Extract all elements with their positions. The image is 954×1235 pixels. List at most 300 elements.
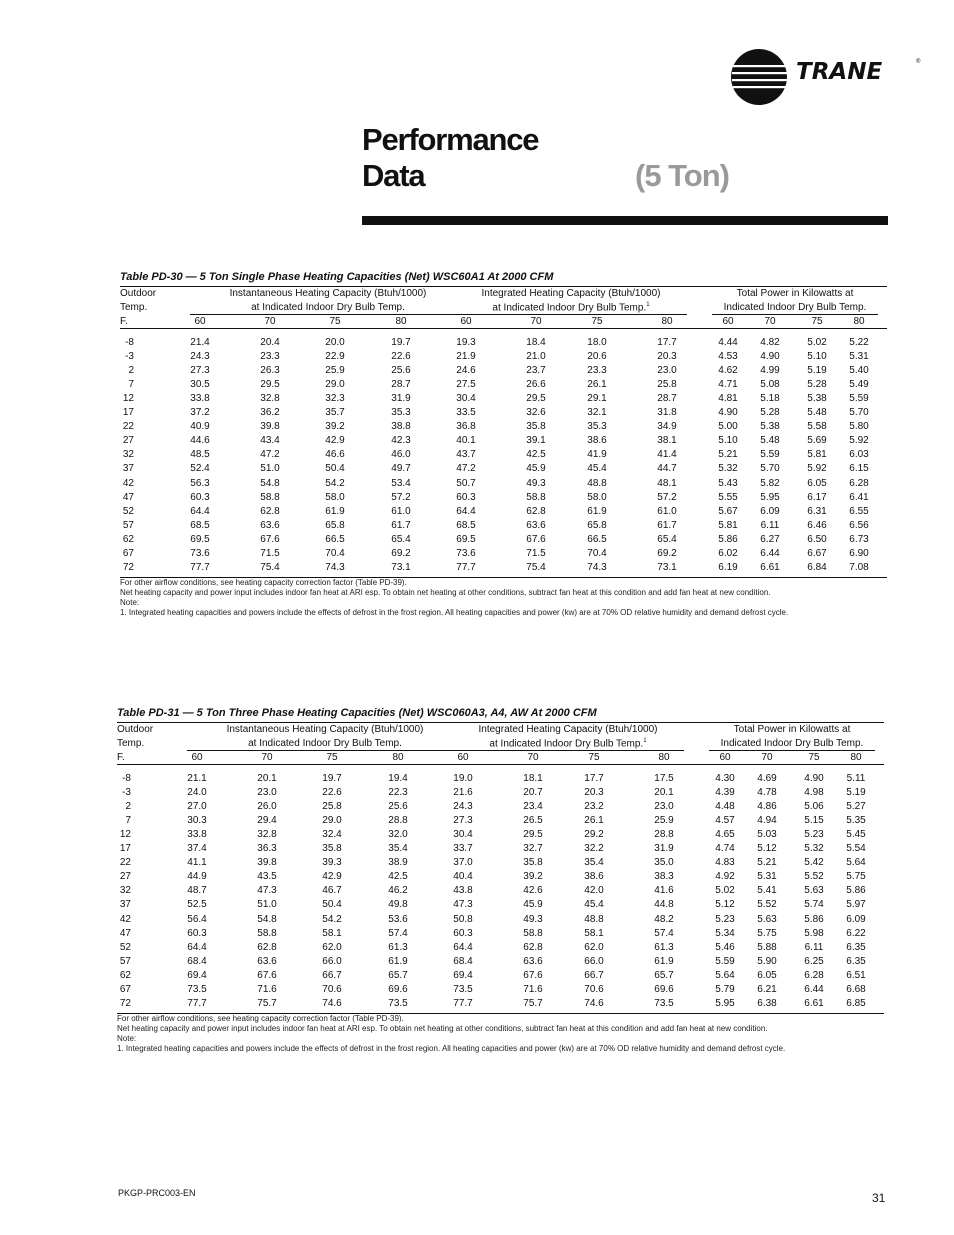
table-cell: 5.59 xyxy=(760,449,780,461)
table-cell: 21.1 xyxy=(187,773,207,784)
outdoor-temp-value: 47 xyxy=(122,491,134,503)
table-cell: 19.7 xyxy=(322,773,342,784)
table-cell: 20.6 xyxy=(587,351,607,363)
dry-bulb-temp-header: 60 xyxy=(194,316,206,327)
table-cell: 5.32 xyxy=(718,463,738,475)
table-cell: 45.4 xyxy=(587,463,607,475)
table-cell: 23.0 xyxy=(657,365,677,377)
table-cell: 18.1 xyxy=(523,773,543,784)
table-cell: 38.8 xyxy=(391,421,411,433)
table-cell: 64.4 xyxy=(187,941,207,953)
table-cell: 71.6 xyxy=(523,983,543,995)
table-cell: 5.21 xyxy=(757,857,777,869)
table-cell: 5.86 xyxy=(718,533,738,545)
table-cell: 5.49 xyxy=(849,379,869,391)
table-cell: 69.2 xyxy=(391,547,411,559)
table-cell: 5.22 xyxy=(849,337,869,348)
table-cell: 5.59 xyxy=(715,955,735,967)
table-cell: 42.0 xyxy=(584,885,604,897)
table-cell: 42.9 xyxy=(325,435,345,447)
table-cell: 54.8 xyxy=(260,477,280,489)
table-cell: 61.9 xyxy=(587,505,607,517)
table-cell: 4.94 xyxy=(757,815,777,827)
trane-wordmark: TRANE xyxy=(796,59,883,85)
table-cell: 5.86 xyxy=(804,913,824,925)
table-cell: 65.8 xyxy=(325,519,345,531)
table-cell: 62.8 xyxy=(257,941,277,953)
table-cell: 66.7 xyxy=(584,969,604,981)
table-cell: 5.98 xyxy=(804,927,824,939)
table-cell: 28.8 xyxy=(388,815,408,827)
table-cell: 6.02 xyxy=(718,547,738,559)
table-cell: 6.44 xyxy=(804,983,824,995)
table-cell: 5.21 xyxy=(718,449,738,461)
table-cell: 5.86 xyxy=(846,885,866,897)
table-cell: 33.5 xyxy=(456,407,476,419)
table-cell: 67.6 xyxy=(523,969,543,981)
table-cell: 5.27 xyxy=(846,801,866,813)
table-cell: 5.34 xyxy=(715,927,735,939)
table-cell: 5.41 xyxy=(757,885,777,897)
note-line: Net heating capacity and power input includes indoor fan heat at ARI esp. To obtain net heating at other conditions, subtract fan heat at this condition and add fan heat at new condition. xyxy=(120,587,771,597)
table-cell: 42.5 xyxy=(526,449,546,461)
table-cell: 32.7 xyxy=(523,843,543,855)
table-cell: 77.7 xyxy=(456,561,476,573)
table-cell: 42.5 xyxy=(388,871,408,883)
table-cell: 64.4 xyxy=(456,505,476,517)
table-cell: 48.1 xyxy=(657,477,677,489)
table-cell: 36.8 xyxy=(456,421,476,433)
table-cell: 47.2 xyxy=(456,463,476,475)
header-bottom-rule xyxy=(117,764,884,765)
table-cell: 17.5 xyxy=(654,773,674,784)
table-cell: 52.5 xyxy=(187,899,207,911)
table-cell: 4.65 xyxy=(715,829,735,841)
dry-bulb-temp-header: 70 xyxy=(261,752,273,763)
table-cell: 42.6 xyxy=(523,885,543,897)
table-cell: 62.0 xyxy=(584,941,604,953)
outdoor-temp-value: 57 xyxy=(119,955,131,967)
title-rule xyxy=(362,216,888,225)
table-cell: 5.45 xyxy=(846,829,866,841)
table-cell: 5.88 xyxy=(757,941,777,953)
column-group-header: Integrated Heating Capacity (Btuh/1000) xyxy=(478,724,658,735)
table-cell: 27.5 xyxy=(456,379,476,391)
table-cell: 17.7 xyxy=(657,337,677,348)
table-cell: 27.0 xyxy=(187,801,207,813)
table-cell: 6.38 xyxy=(757,997,777,1009)
table-cell: 6.44 xyxy=(760,547,780,559)
table-cell: 5.79 xyxy=(715,983,735,995)
title-line-1: Performance xyxy=(362,122,539,157)
table-cell: 26.6 xyxy=(526,379,546,391)
table-cell: 6.56 xyxy=(849,519,869,531)
outdoor-temp-value: 12 xyxy=(122,393,134,405)
table-cell: 5.42 xyxy=(804,857,824,869)
table-cell: 61.7 xyxy=(657,519,677,531)
table-cell: 35.3 xyxy=(391,407,411,419)
table-cell: 4.48 xyxy=(715,801,735,813)
table-cell: 5.81 xyxy=(718,519,738,531)
table-cell: 74.6 xyxy=(322,997,342,1009)
table-cell: 4.83 xyxy=(715,857,735,869)
table-cell: 4.90 xyxy=(718,407,738,419)
table-cell: 53.4 xyxy=(391,477,411,489)
table-cell: 19.4 xyxy=(388,773,408,784)
table-cell: 6.22 xyxy=(846,927,866,939)
table-cell: 20.3 xyxy=(657,351,677,363)
table-cell: 58.8 xyxy=(523,927,543,939)
table-cell: 31.9 xyxy=(391,393,411,405)
outdoor-temp-value: -3 xyxy=(125,351,134,363)
table-cell: 68.4 xyxy=(453,955,473,967)
table-cell: 41.9 xyxy=(587,449,607,461)
column-group-header: Instantaneous Heating Capacity (Btuh/1000) xyxy=(229,288,427,299)
table-cell: 73.1 xyxy=(657,561,677,573)
table-cell: 66.5 xyxy=(587,533,607,545)
table-cell: 6.73 xyxy=(849,533,869,545)
table-cell: 4.86 xyxy=(757,801,777,813)
table-cell: 45.4 xyxy=(584,899,604,911)
table-cell: 58.0 xyxy=(325,491,345,503)
table-cell: 18.0 xyxy=(587,337,607,348)
table-cell: 32.1 xyxy=(587,407,607,419)
outdoor-temp-value: 2 xyxy=(125,801,131,813)
table-cell: 58.1 xyxy=(322,927,342,939)
table-cell: 5.82 xyxy=(760,477,780,489)
table-cell: 70.6 xyxy=(322,983,342,995)
table-cell: 30.4 xyxy=(453,829,473,841)
table-cell: 28.8 xyxy=(654,829,674,841)
table-cell: 23.0 xyxy=(654,801,674,813)
table-cell: 48.8 xyxy=(584,913,604,925)
table-cell: 43.4 xyxy=(260,435,280,447)
table-cell: 39.8 xyxy=(257,857,277,869)
group-underline xyxy=(187,750,463,751)
table-cell: 62.0 xyxy=(322,941,342,953)
table-cell: 53.6 xyxy=(388,913,408,925)
outdoor-temp-value: 72 xyxy=(119,997,131,1009)
table-cell: 35.8 xyxy=(526,421,546,433)
table-cell: 45.9 xyxy=(523,899,543,911)
table-cell: 50.4 xyxy=(325,463,345,475)
table-cell: 23.2 xyxy=(584,801,604,813)
page-subtitle: (5 Ton) xyxy=(635,158,730,193)
outdoor-temp-value: -3 xyxy=(122,787,131,799)
table-cell: 4.39 xyxy=(715,787,735,799)
table-cell: 6.09 xyxy=(760,505,780,517)
table-cell: 22.6 xyxy=(391,351,411,363)
table-cell: 6.61 xyxy=(760,561,780,573)
outdoor-temp-value: 27 xyxy=(119,871,131,883)
table-cell: 6.35 xyxy=(846,941,866,953)
table-cell: 75.7 xyxy=(257,997,277,1009)
outdoor-temp-value: 7 xyxy=(125,815,131,827)
table-notes xyxy=(120,578,788,618)
table-cell: 20.7 xyxy=(523,787,543,799)
table-cell: 49.3 xyxy=(526,477,546,489)
table-cell: 29.5 xyxy=(526,393,546,405)
table-cell: 69.6 xyxy=(654,983,674,995)
table-cell: 39.3 xyxy=(322,857,342,869)
dry-bulb-temp-header: 70 xyxy=(761,752,773,763)
outdoor-temp-value: 47 xyxy=(119,927,131,939)
table-cell: 24.3 xyxy=(453,801,473,813)
note-line: 1. Integrated heating capacities and powers include the effects of defrost in the frost region. All heating capacities and power (kw) are at 70% OD relative humidity and demand defrost cycle. xyxy=(117,1043,786,1053)
table-cell: 5.02 xyxy=(715,885,735,897)
table-cell: 32.3 xyxy=(325,393,345,405)
table-cell: 5.80 xyxy=(849,421,869,433)
table-cell: 7.08 xyxy=(849,561,869,573)
note-line: Note: xyxy=(117,1033,137,1043)
table-cell: 6.85 xyxy=(846,997,866,1009)
table-cell: 5.12 xyxy=(715,899,735,911)
dry-bulb-temp-header: 75 xyxy=(808,752,820,763)
table-cell: 6.11 xyxy=(804,941,824,953)
table-cell: 25.6 xyxy=(391,365,411,377)
table-cell: 6.09 xyxy=(846,913,866,925)
table-cell: 5.38 xyxy=(807,393,827,405)
table-cell: 60.3 xyxy=(190,491,210,503)
trane-logo xyxy=(730,48,921,104)
table-cell: 73.5 xyxy=(453,983,473,995)
table-cell: 6.84 xyxy=(807,561,827,573)
table-cell: 5.46 xyxy=(715,941,735,953)
table-cell: 69.6 xyxy=(388,983,408,995)
table-notes xyxy=(117,1014,785,1054)
table-cell: 44.7 xyxy=(657,463,677,475)
table-cell: 6.46 xyxy=(807,519,827,531)
table-cell: 29.0 xyxy=(322,815,342,827)
table-cell: 77.7 xyxy=(187,997,207,1009)
table-cell: 66.0 xyxy=(584,955,604,967)
table-cell: 46.7 xyxy=(322,885,342,897)
table-cell: 44.8 xyxy=(654,899,674,911)
group-underline xyxy=(452,750,684,751)
table-cell: 67.6 xyxy=(526,533,546,545)
table-cell: 25.9 xyxy=(654,815,674,827)
table-cell: 4.99 xyxy=(760,365,780,377)
table-cell: 23.3 xyxy=(587,365,607,377)
table-cell: 62.8 xyxy=(260,505,280,517)
table-cell: 6.03 xyxy=(849,449,869,461)
table-cell: 4.53 xyxy=(718,351,738,363)
table-cell: 24.6 xyxy=(456,365,476,377)
table-cell: 64.4 xyxy=(190,505,210,517)
outdoor-temp-value: 2 xyxy=(128,365,134,377)
dry-bulb-temp-header: 75 xyxy=(588,752,600,763)
table-cell: 57.4 xyxy=(654,927,674,939)
table-cell: 47.3 xyxy=(257,885,277,897)
outdoor-temp-value: 12 xyxy=(119,829,131,841)
table-cell: 5.06 xyxy=(804,801,824,813)
table-cell: 4.62 xyxy=(718,365,738,377)
column-group-header: Total Power in Kilowatts at xyxy=(733,724,851,735)
table-cell: 74.3 xyxy=(325,561,345,573)
table-cell: 68.5 xyxy=(456,519,476,531)
table-cell: 70.4 xyxy=(325,547,345,559)
table-cell: 29.1 xyxy=(587,393,607,405)
column-group-header: at Indicated Indoor Dry Bulb Temp. xyxy=(248,738,402,749)
column-group-header: Integrated Heating Capacity (Btuh/1000) xyxy=(481,288,661,299)
footnote-ref: 1 xyxy=(646,302,650,308)
table-cell: 31.9 xyxy=(654,843,674,855)
table-cell: 39.8 xyxy=(260,421,280,433)
table-cell: 19.7 xyxy=(391,337,411,348)
table-cell: 73.5 xyxy=(654,997,674,1009)
table-cell: 6.51 xyxy=(846,969,866,981)
table-cell: 65.8 xyxy=(587,519,607,531)
table-cell: 6.41 xyxy=(849,491,869,503)
table-cell: 40.4 xyxy=(453,871,473,883)
page-number: 31 xyxy=(872,1191,886,1205)
table-cell: 25.8 xyxy=(657,379,677,391)
table-cell: 36.2 xyxy=(260,407,280,419)
table-cell: 58.8 xyxy=(526,491,546,503)
table-cell: 70.4 xyxy=(587,547,607,559)
group-underline xyxy=(709,750,875,751)
outdoor-temp-value: 67 xyxy=(122,547,134,559)
table-cell: 39.2 xyxy=(523,871,543,883)
table-cell: 48.5 xyxy=(190,449,210,461)
table-cell: 71.5 xyxy=(260,547,280,559)
table-cell: 66.0 xyxy=(322,955,342,967)
table-cell: 5.97 xyxy=(846,899,866,911)
table-cell: 5.58 xyxy=(807,421,827,433)
dry-bulb-temp-header: 60 xyxy=(191,752,203,763)
table-cell: 49.8 xyxy=(388,899,408,911)
table-cell: 32.4 xyxy=(322,829,342,841)
table-cell: 25.6 xyxy=(388,801,408,813)
dry-bulb-temp-header: 75 xyxy=(591,316,603,327)
table-cell: 35.7 xyxy=(325,407,345,419)
table-cell: 57.4 xyxy=(388,927,408,939)
table-cell: 67.6 xyxy=(257,969,277,981)
table-cell: 5.48 xyxy=(807,407,827,419)
table-cell: 70.6 xyxy=(584,983,604,995)
table-cell: 42.9 xyxy=(322,871,342,883)
table-cell: 29.5 xyxy=(260,379,280,391)
table-cell: 29.0 xyxy=(325,379,345,391)
table-cell: 30.5 xyxy=(190,379,210,391)
table-cell: 4.69 xyxy=(757,773,777,784)
table-cell: 5.15 xyxy=(804,815,824,827)
dry-bulb-temp-header: 60 xyxy=(457,752,469,763)
table-cell: 6.61 xyxy=(804,997,824,1009)
table-cell: 64.4 xyxy=(453,941,473,953)
table-cell: 54.2 xyxy=(325,477,345,489)
table-cell: 48.2 xyxy=(654,913,674,925)
column-group-header: Total Power in Kilowatts at xyxy=(736,288,854,299)
table-cell: 56.4 xyxy=(187,913,207,925)
outdoor-temp-value: 57 xyxy=(122,519,134,531)
table-cell: 49.7 xyxy=(391,463,411,475)
table-cell: 61.0 xyxy=(391,505,411,517)
table-cell: 44.9 xyxy=(187,871,207,883)
table-cell: 65.4 xyxy=(657,533,677,545)
table-cell: 17.7 xyxy=(584,773,604,784)
table-cell: 67.6 xyxy=(260,533,280,545)
table-cell: 5.10 xyxy=(807,351,827,363)
outdoor-temp-value: 27 xyxy=(122,435,134,447)
table-cell: 5.31 xyxy=(757,871,777,883)
table-cell: 35.8 xyxy=(322,843,342,855)
table-cell: 6.17 xyxy=(807,491,827,503)
table-caption: Table PD-31 — 5 Ton Three Phase Heating Capacities (Net) WSC060A3, A4, AW At 2000 CFM xyxy=(117,707,597,719)
table-cell: 60.3 xyxy=(187,927,207,939)
table-cell: 31.8 xyxy=(657,407,677,419)
table-cell: 39.2 xyxy=(325,421,345,433)
table-cell: 4.30 xyxy=(715,773,735,784)
table-cell: 77.7 xyxy=(190,561,210,573)
note-line: 1. Integrated heating capacities and powers include the effects of defrost in the frost region. All heating capacities and power (kw) are at 70% OD relative humidity and demand defrost cycle. xyxy=(120,607,789,617)
table-cell: 61.3 xyxy=(654,941,674,953)
table-cell: 68.5 xyxy=(190,519,210,531)
table-cell: 34.9 xyxy=(657,421,677,433)
note-line: For other airflow conditions, see heating capacity correction factor (Table PD-39). xyxy=(120,577,407,587)
table-cell: 21.0 xyxy=(526,351,546,363)
table-cell: 5.92 xyxy=(849,435,869,447)
table-cell: 27.3 xyxy=(190,365,210,377)
table-caption: Table PD-30 — 5 Ton Single Phase Heating Capacities (Net) WSC60A1 At 2000 CFM xyxy=(120,271,554,283)
table-cell: 5.95 xyxy=(760,491,780,503)
table-cell: 6.11 xyxy=(760,519,780,531)
table-cell: 5.43 xyxy=(718,477,738,489)
table-cell: 22.3 xyxy=(388,787,408,799)
outdoor-temp-unit: F. xyxy=(117,752,125,763)
table-cell: 26.5 xyxy=(523,815,543,827)
table-cell: 69.4 xyxy=(187,969,207,981)
table-cell: 29.4 xyxy=(257,815,277,827)
table-cell: 19.0 xyxy=(453,773,473,784)
table-cell: 73.6 xyxy=(190,547,210,559)
table-cell: 5.69 xyxy=(807,435,827,447)
table-cell: 77.7 xyxy=(453,997,473,1009)
table-cell: 38.6 xyxy=(587,435,607,447)
dry-bulb-temp-header: 80 xyxy=(850,752,862,763)
table-cell: 5.38 xyxy=(760,421,780,433)
dry-bulb-temp-header: 80 xyxy=(853,316,865,327)
table-cell: 5.00 xyxy=(718,421,738,433)
table-cell: 30.3 xyxy=(187,815,207,827)
table-cell: 20.1 xyxy=(257,773,277,784)
table-cell: 5.54 xyxy=(846,843,866,855)
outdoor-temp-value: 42 xyxy=(119,913,131,925)
table-cell: 69.2 xyxy=(657,547,677,559)
table-cell: 5.81 xyxy=(807,449,827,461)
note-line: Note: xyxy=(120,597,140,607)
table-cell: 24.3 xyxy=(190,351,210,363)
table-cell: 4.82 xyxy=(760,337,780,348)
table-cell: 25.9 xyxy=(325,365,345,377)
table-cell: 71.6 xyxy=(257,983,277,995)
table-cell: 5.70 xyxy=(760,463,780,475)
dry-bulb-temp-header: 80 xyxy=(395,316,407,327)
table-cell: 5.12 xyxy=(757,843,777,855)
table-cell: 39.1 xyxy=(526,435,546,447)
note-line: Net heating capacity and power input includes indoor fan heat at ARI esp. To obtain net heating at other conditions, subtract fan heat at this condition and add fan heat at new condition. xyxy=(117,1023,768,1033)
table-cell: 73.5 xyxy=(187,983,207,995)
table-cell: 6.50 xyxy=(807,533,827,545)
table-cell: 75.7 xyxy=(523,997,543,1009)
table-cell: 43.7 xyxy=(456,449,476,461)
dry-bulb-temp-header: 75 xyxy=(326,752,338,763)
table-cell: 74.3 xyxy=(587,561,607,573)
table-cell: 32.8 xyxy=(260,393,280,405)
table-cell: 25.8 xyxy=(322,801,342,813)
table-cell: 29.5 xyxy=(523,829,543,841)
table-cell: 43.5 xyxy=(257,871,277,883)
